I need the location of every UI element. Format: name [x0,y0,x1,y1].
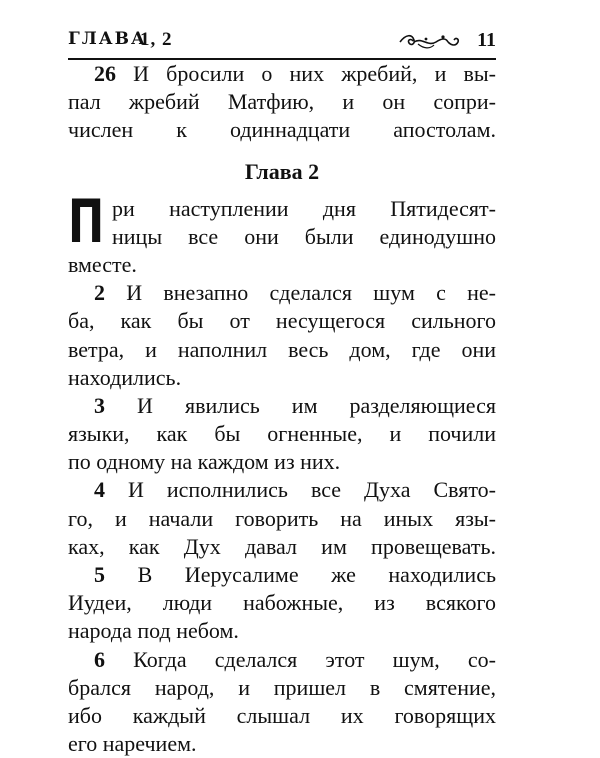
verse-line: языки, как бы огненные, и почили [68,421,496,447]
verse-number: 2 [94,280,105,306]
verse-line: ибо каждый слышал их говорящих [68,702,496,728]
verse-number: 5 [94,562,105,587]
verse-line: находились. [68,364,182,390]
verse-text: И внезапно сделался шум с не- [105,280,496,306]
verse-2 [68,279,496,392]
verse-line: его наречием. [68,731,197,757]
verse-number: 6 [94,646,105,672]
verse-line [68,646,496,674]
verse-line: ницы все они были единодушно [112,223,496,249]
verse-4 [68,476,496,561]
verse-line: ри наступлении дня Пятидесят- [112,195,496,221]
verse-1 [68,186,496,280]
verse-number: 26 [94,61,116,86]
verse-text: Когда сделался этот шум, со- [105,646,496,672]
verse-line: по одному на каждом из них. [68,449,341,475]
verse-line [68,279,496,307]
verse-line: народа под небом. [68,618,239,644]
verse-text: В Иерусалиме же находились [105,562,496,587]
verse-line: пал жребий Матфию, и он сопри- [68,89,496,115]
verse-text: И исполнились все Духа Свято- [105,477,496,503]
body-text [68,60,496,758]
verse-line: брался народ, и пришел в смятение, [68,674,496,700]
verse-text: И бросили о них жребий, и вы- [116,61,496,86]
verse-number: 4 [94,477,105,503]
verse-line [68,392,496,420]
chapter-heading: Глава 2 [244,158,320,184]
verse-text: И явились им разделяющиеся [105,392,496,418]
verse-line [68,476,496,504]
running-head-label: ГЛАВА [68,29,147,49]
verse-line: ках, как Дух давал им провещевать. [68,533,496,559]
running-head [68,27,496,57]
running-head-chapters: 1, 2 [140,29,173,50]
verse-line [68,60,496,88]
verse-line [68,561,496,589]
verse-line: ветра, и наполнил весь дом, где они [68,336,496,362]
verse-3 [68,392,496,477]
drop-cap: П [68,186,103,257]
verse-line: Иудеи, люди набожные, из всякого [68,590,496,616]
verse-number: 3 [94,392,105,418]
verse-line: вместе. [68,251,137,277]
verse-line: ба, как бы от несущегося сильного [68,308,496,334]
page-number: 11 [477,29,496,51]
verse-6 [68,646,496,758]
verse-26 [68,60,496,145]
verse-line: числен к одиннадцати апостолам. [68,117,496,143]
fleuron-ornament-icon [398,31,462,53]
verse-5 [68,561,496,646]
verse-line: го, и начали говорить на иных язы- [68,505,496,531]
